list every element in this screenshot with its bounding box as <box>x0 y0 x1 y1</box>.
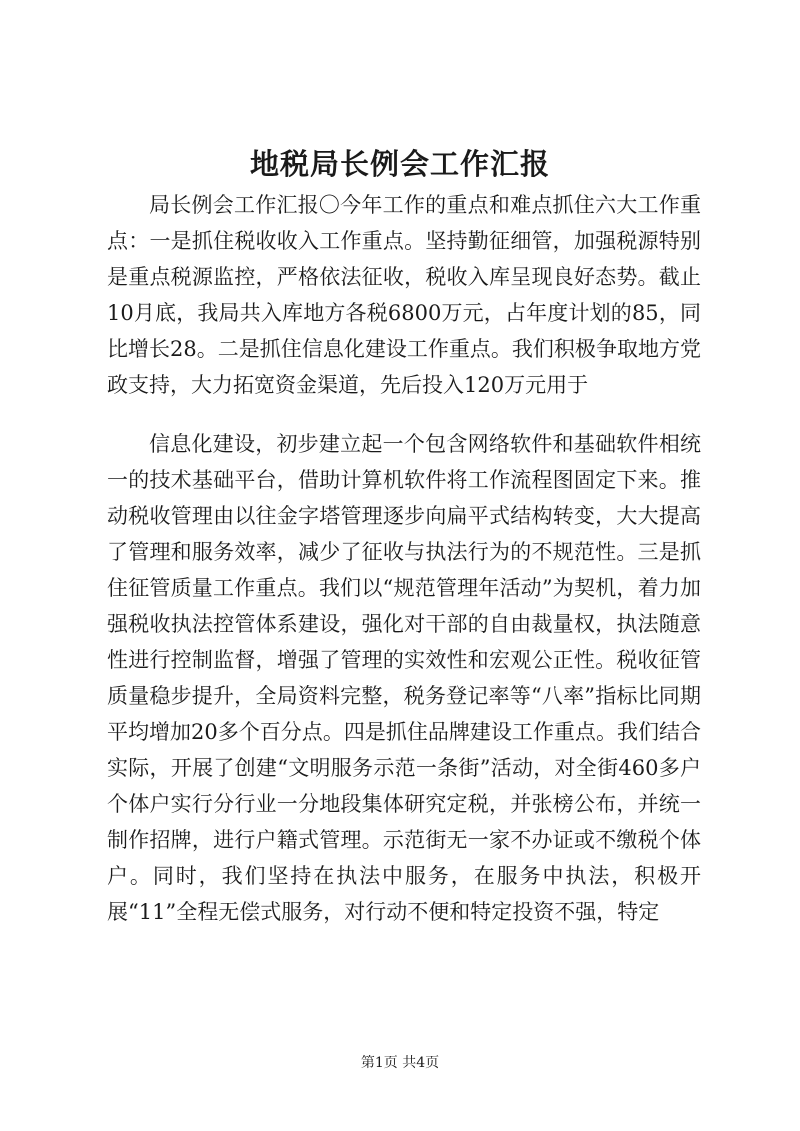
paragraph: 局长例会工作汇报〇今年工作的重点和难点抓住六大工作重点：一是抓住税收收入工作重点。坚持勤征细管，加强税源特别是重点税源监控，严格依法征收，税收入库呈现良好态势。截止10月底，我局共入库地方各税6800万元，占年度计划的85，同比增长28。二是抓住信息化建设工作重点。我们积极争取地方党政支持，大力拓宽资金渠道，先后投入120万元用于 <box>107 193 701 397</box>
document-body-section-1 <box>107 187 701 403</box>
page-footer: 第1页 共4页 <box>360 1055 440 1071</box>
document-body-section-2 <box>107 426 701 930</box>
document-title: 地税局长例会工作汇报 <box>249 147 550 181</box>
paragraph: 信息化建设，初步建立起一个包含网络软件和基础软件相统一的技术基础平台，借助计算机软件将工作流程图固定下来。推动税收管理由以往金字塔管理逐步向扁平式结构转变，大大提高了管理和服务效率，减少了征收与执法行为的不规范性。三是抓住征管质量工作重点。我们以“规范管理年活动”为契机，着力加强税收执法控管体系建设，强化对干部的自由裁量权，执法随意性进行控制监督，增强了管理的实效性和宏观公正性。税收征管质量稳步提升，全局资料完整，税务登记率等“八率”指标比同期平均增加20多个百分点。四是抓住品牌建设工作重点。我们结合实际，开展了创建“文明服务示范一条街”活动，对全街460多户个体户实行分行业一分地段集体研究定税，并张榜公布，并统一制作招牌，进行户籍式管理。示范街无一家不办证或不缴税个体户。同时，我们坚持在执法中服务，在服务中执法，积极开展“11”全程无偿式服务，对行动不便和特定投资不强，特定 <box>107 432 701 924</box>
